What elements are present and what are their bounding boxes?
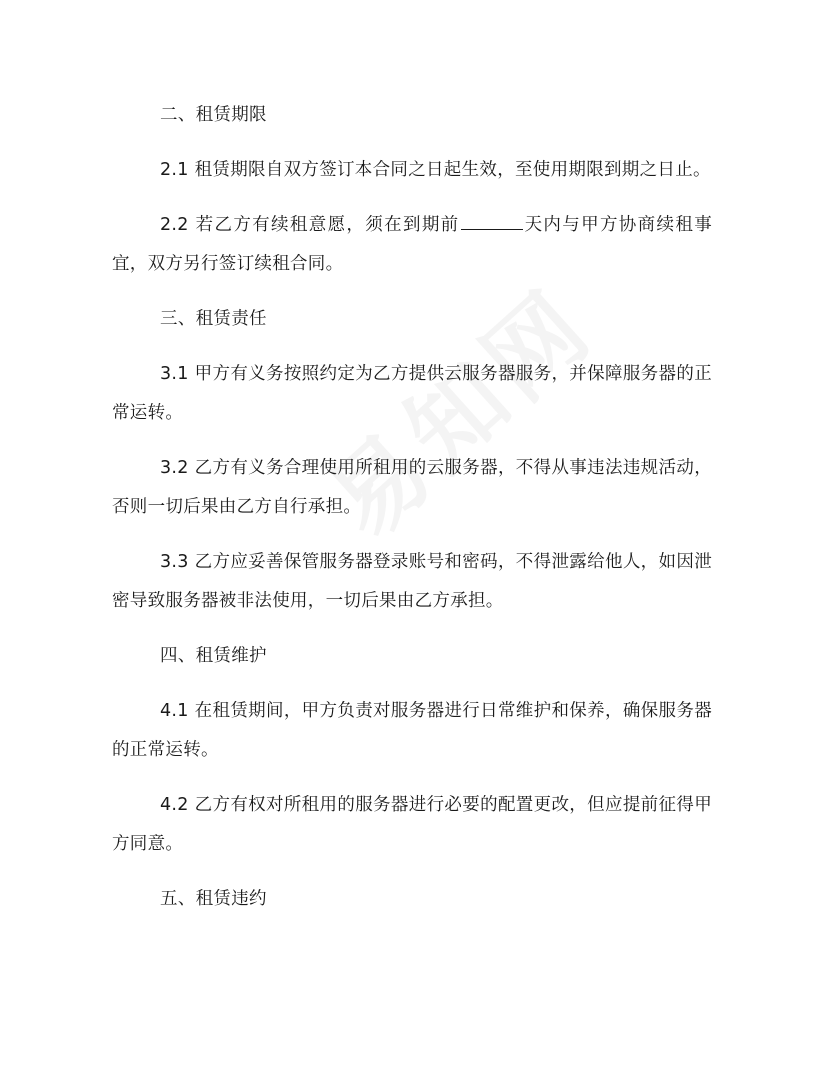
- clause-4-2: 4.2 乙方有权对所租用的服务器进行必要的配置更改，但应提前征得甲方同意。: [112, 795, 712, 854]
- clause-3-1: 3.1 甲方有义务按照约定为乙方提供云服务器服务，并保障服务器的正常运转。: [112, 364, 712, 423]
- section-heading-lease-term: 二、租赁期限: [160, 105, 267, 125]
- clause-2-2: [112, 206, 712, 284]
- section-heading-lease-responsibility: 三、租赁责任: [160, 309, 267, 329]
- clause-3-2: 3.2 乙方有义务合理使用所租用的云服务器，不得从事违法违规活动，否则一切后果由乙方自行承担。: [112, 458, 712, 517]
- clause-2-2-part-b: 天内与甲方协商续租事宜，双方另行签订续租合同。: [112, 215, 712, 274]
- clause-3-3: 3.3 乙方应妥善保管服务器登录账号和密码，不得泄露给他人，如因泄密导致服务器被非法使用，一切后果由乙方承担。: [112, 552, 712, 611]
- clause-2-1: 2.1 租赁期限自双方签订本合同之日起生效，至使用期限到期之日止。: [160, 160, 711, 180]
- section-heading-lease-maintenance: 四、租赁维护: [160, 646, 267, 666]
- section-heading-lease-breach: 五、租赁违约: [160, 889, 267, 909]
- clause-2-2-part-a: 2.2 若乙方有续租意愿，须在到期前: [160, 215, 460, 235]
- document-body: [112, 96, 712, 935]
- clause-4-1: 4.1 在租赁期间，甲方负责对服务器进行日常维护和保养，确保服务器的正常运转。: [112, 701, 712, 760]
- fill-in-blank-days: [461, 209, 523, 230]
